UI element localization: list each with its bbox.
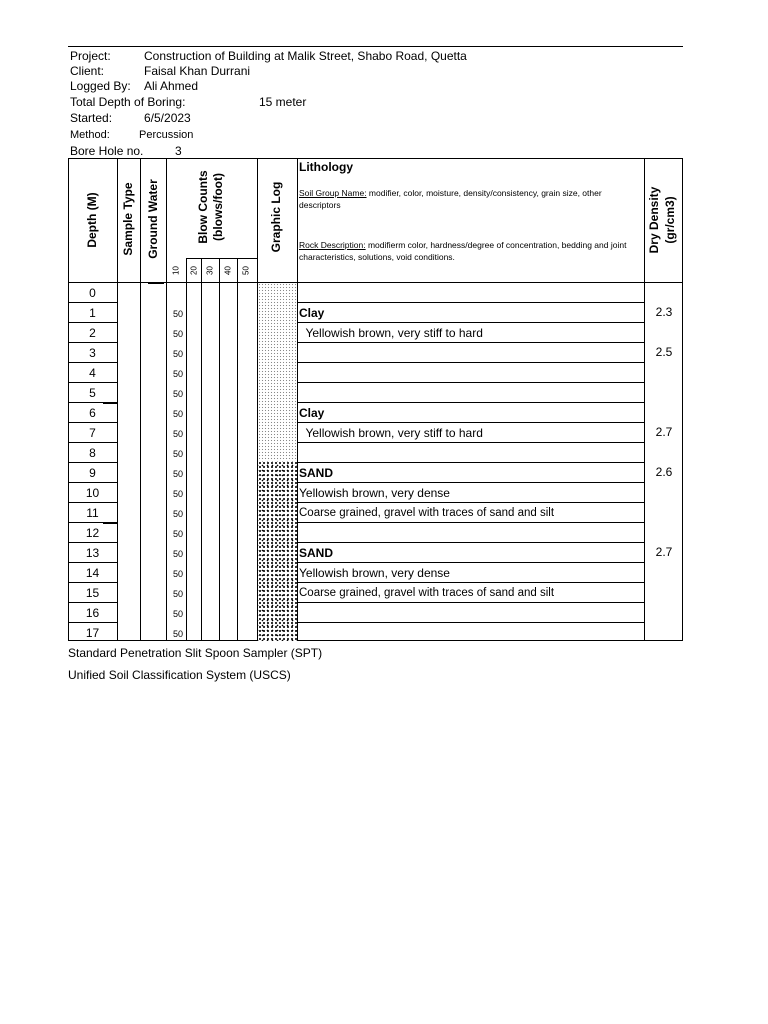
total-depth-value: 15 meter [259, 95, 307, 109]
lithology-row-rule [297, 302, 644, 303]
blow-count-cell: 50 [172, 329, 183, 339]
depth-cell: 10 [85, 486, 100, 500]
soil-group-note [299, 187, 644, 211]
blow-count-cell: 50 [172, 309, 183, 319]
blow-tick-label: 30 [205, 266, 215, 275]
col-divider [644, 158, 645, 641]
depth-cell: 6 [89, 406, 96, 420]
lithology-row-rule [297, 522, 644, 523]
col-divider [166, 158, 167, 641]
blow-tick-rule [186, 258, 257, 259]
blow-count-cell: 50 [172, 569, 183, 579]
started-label: Started: [70, 111, 113, 125]
graphic-log-sand-pattern [258, 461, 297, 641]
depth-cell: 12 [85, 526, 100, 540]
lithology-row-rule [297, 462, 644, 463]
blow-count-cell: 50 [172, 589, 183, 599]
project-value: Construction of Building at Malik Street, Shabo Road, Quetta [144, 49, 467, 63]
blow-count-cell: 50 [172, 429, 183, 439]
blow-count-cell: 50 [172, 609, 183, 619]
logged-by-label: Logged By: [70, 79, 131, 93]
blow-count-cell: 50 [172, 449, 183, 459]
lithology-cell: Yellowish brown, very stiff to hard [299, 426, 483, 440]
lithology-cell: Clay [299, 306, 325, 320]
blow-counts-unit: (blows/foot) [211, 173, 225, 241]
client-value: Faisal Khan Durrani [144, 64, 251, 78]
graphic-log-clay-pattern [258, 283, 297, 461]
soil-group-label: Soil Group Name: [299, 188, 367, 198]
col-divider [117, 158, 118, 641]
lithology-cell: SAND [299, 466, 334, 480]
lithology-cell: Coarse grained, gravel with traces of sand and silt [299, 507, 555, 519]
lithology-heading: Lithology [299, 160, 353, 174]
graphic-log-heading: Graphic Log [269, 181, 283, 253]
blow-counts-heading: Blow Counts [196, 170, 210, 244]
depth-cell: 3 [89, 346, 96, 360]
blow-subcol [219, 258, 220, 641]
dry-density-cell: 2.6 [655, 465, 673, 479]
depth-cell: 4 [89, 366, 96, 380]
ground-water-marker [148, 282, 164, 284]
lithology-row-rule [297, 622, 644, 623]
blow-tick-label: 20 [189, 266, 199, 275]
lithology-cell: Yellowish brown, very dense [299, 566, 450, 580]
blow-count-cell: 50 [172, 349, 183, 359]
depth-cell: 13 [85, 546, 100, 560]
borehole-value: 3 [175, 144, 182, 158]
dry-density-cell: 2.7 [655, 545, 673, 559]
rock-description-text: modifierm color, hardness/degree of concentration, bedding and joint characteristics, solutions, void conditions. [299, 240, 627, 262]
blow-count-cell: 50 [172, 549, 183, 559]
depth-heading: Depth (M) [85, 192, 99, 248]
rock-description-label: Rock Description: [299, 240, 366, 250]
top-rule [68, 46, 683, 47]
footer-uscs: Unified Soil Classification System (USCS) [68, 668, 291, 682]
blow-count-cell: 50 [172, 469, 183, 479]
blow-tick-label: 10 [171, 266, 181, 275]
blow-count-cell: 50 [172, 389, 183, 399]
method-label: Method: [70, 129, 110, 141]
depth-cell: 17 [85, 626, 100, 640]
lithology-row-rule [297, 602, 644, 603]
blow-subcol [201, 258, 202, 641]
col-divider [297, 158, 298, 641]
depth-cell: 5 [89, 386, 96, 400]
lithology-cell: SAND [299, 546, 334, 560]
depth-cell: 0 [89, 286, 96, 300]
blow-count-cell: 50 [172, 629, 183, 639]
lithology-row-rule [297, 442, 644, 443]
depth-cell: 7 [89, 426, 96, 440]
borehole-label: Bore Hole no. [70, 144, 144, 158]
lithology-cell: Yellowish brown, very dense [299, 486, 450, 500]
depth-cell: 15 [85, 586, 100, 600]
depth-cell: 9 [89, 466, 96, 480]
dry-density-cell: 2.3 [655, 305, 673, 319]
dry-density-unit: (gr/cm3) [663, 196, 677, 244]
dry-density-cell: 2.5 [655, 345, 673, 359]
blow-tick-label: 50 [241, 266, 251, 275]
depth-cell: 1 [89, 306, 96, 320]
depth-cell: 16 [85, 606, 100, 620]
client-label: Client: [70, 64, 105, 78]
col-divider [140, 158, 141, 641]
dry-density-cell: 2.7 [655, 425, 673, 439]
blow-tick-label: 40 [223, 266, 233, 275]
depth-cell: 11 [86, 506, 99, 520]
lithology-row-rule [297, 362, 644, 363]
lithology-cell: Yellowish brown, very stiff to hard [299, 326, 483, 340]
blow-count-cell: 50 [172, 529, 183, 539]
method-value: Percussion [139, 129, 194, 141]
ground-water-heading: Ground Water [146, 179, 160, 259]
lithology-row-rule [297, 342, 644, 343]
blow-count-cell: 50 [172, 409, 183, 419]
depth-cell: 14 [85, 566, 100, 580]
lithology-cell: Coarse grained, gravel with traces of sand and silt [299, 587, 555, 599]
lithology-row-rule [297, 402, 644, 403]
dry-density-heading: Dry Density [647, 186, 661, 254]
soil-group-text: modifier, color, moisture, density/consistency, grain size, other descriptors [299, 188, 602, 210]
blow-subcol [237, 258, 238, 641]
started-value: 6/5/2023 [144, 111, 191, 125]
blow-count-cell: 50 [172, 509, 183, 519]
blow-count-cell: 50 [172, 489, 183, 499]
logged-by-value: Ali Ahmed [144, 79, 199, 93]
blow-count-cell: 50 [172, 369, 183, 379]
rock-description-note [299, 239, 644, 263]
lithology-row-rule [297, 382, 644, 383]
depth-cell: 2 [89, 326, 96, 340]
depth-cell: 8 [89, 446, 96, 460]
sample-type-heading: Sample Type [121, 182, 135, 256]
total-depth-label: Total Depth of Boring: [70, 95, 186, 109]
lithology-cell: Clay [299, 406, 325, 420]
footer-spt: Standard Penetration Slit Spoon Sampler (SPT) [68, 646, 323, 660]
project-label: Project: [70, 49, 111, 63]
lithology-row-rule [297, 542, 644, 543]
